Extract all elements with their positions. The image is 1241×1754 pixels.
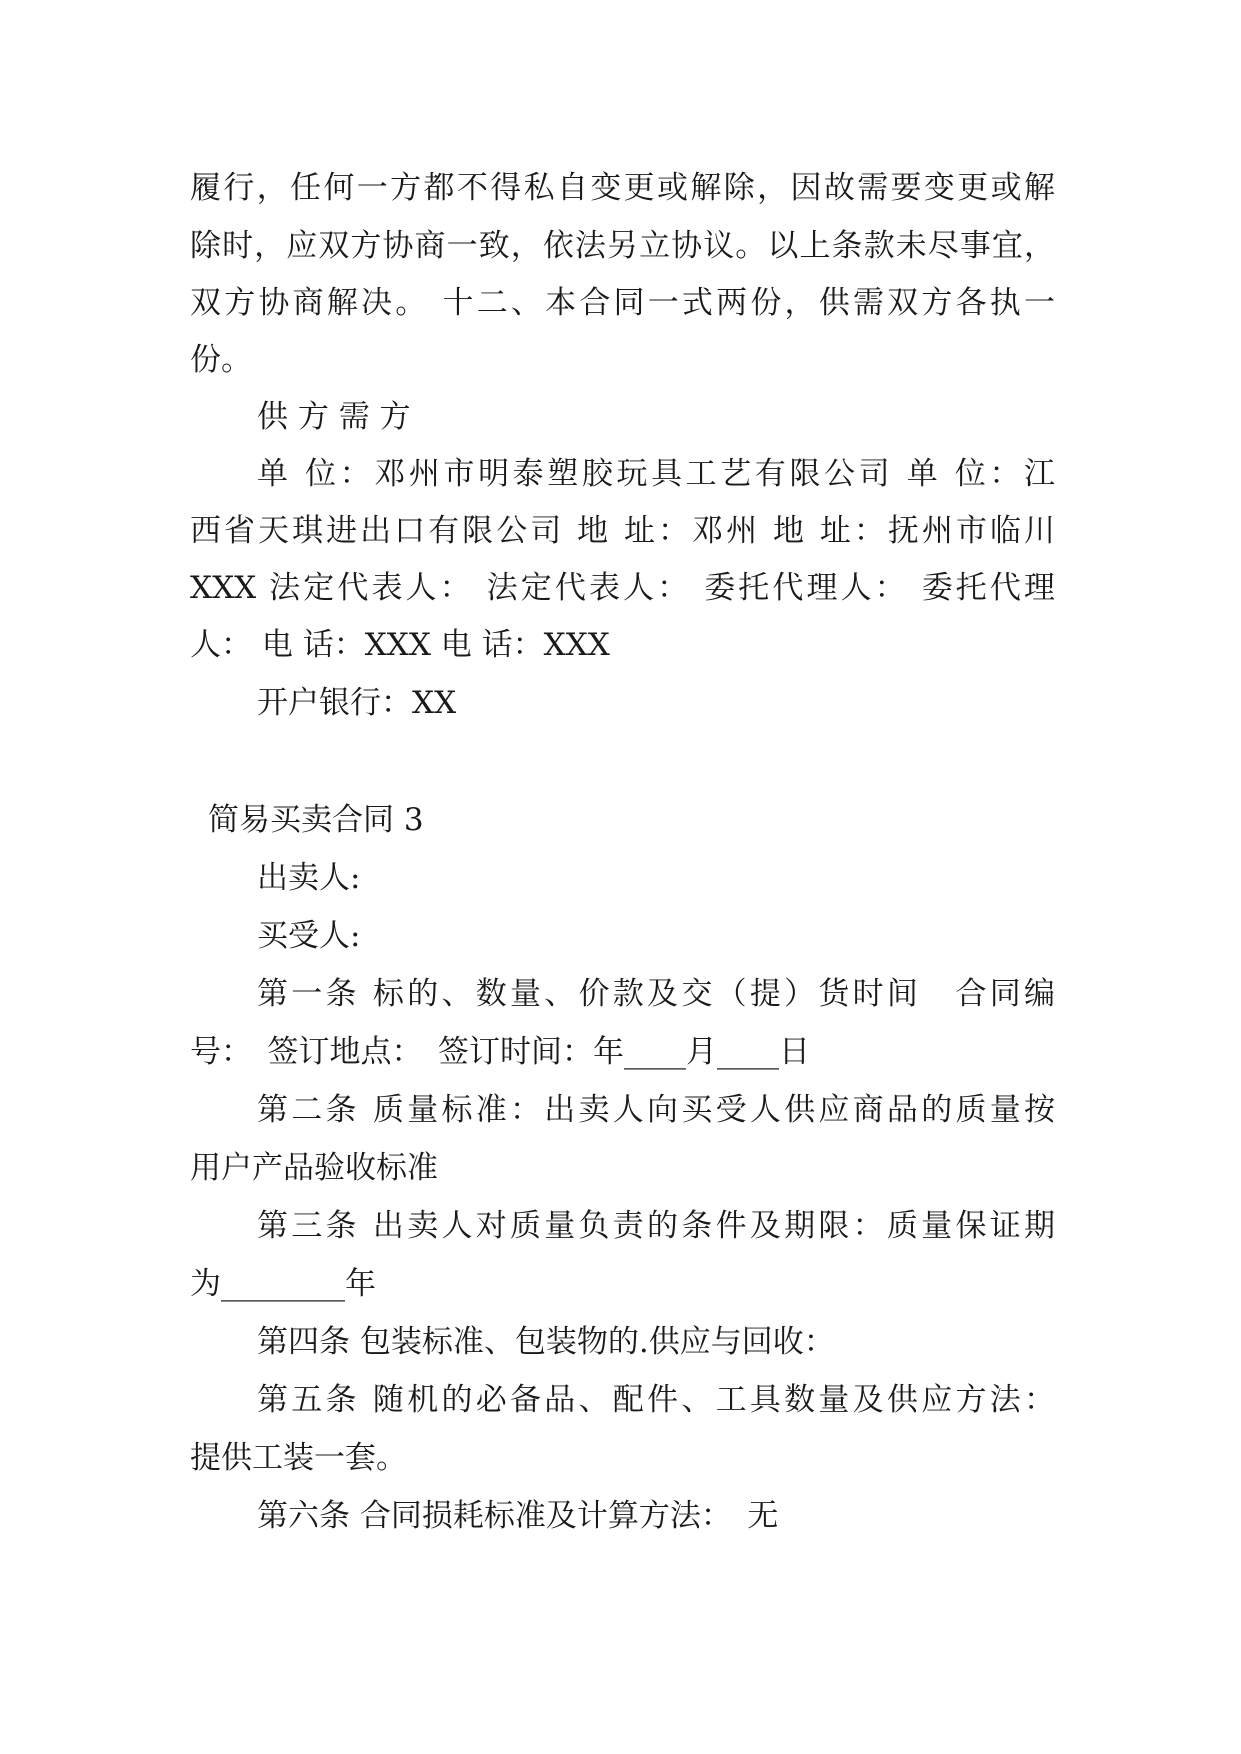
article-5-line: 第五条 随机的必备品、配件、工具数量及供应方法： (257, 1382, 1055, 1418)
paragraph-line: 双方协商解决。 十二、本合同一式两份，供需双方各执一 (190, 285, 1055, 321)
paragraph-line: 份。 (190, 342, 252, 378)
seller-line: 出卖人: (257, 860, 361, 896)
article-1-line: 号： 签订地点： 签订时间：年____月____日 (190, 1034, 810, 1070)
article-6-line: 第六条 合同损耗标准及计算方法： 无 (257, 1498, 779, 1534)
article-4-line: 第四条 包装标准、包装物的.供应与回收： (257, 1324, 835, 1360)
article-2-line: 用户产品验收标准 (190, 1150, 438, 1186)
article-5-line: 提供工装一套。 (190, 1440, 407, 1476)
buyer-line: 买受人: (257, 918, 361, 954)
paragraph-line: 履行，任何一方都不得私自变更或解除，因故需要变更或解 (190, 170, 1055, 206)
parties-header: 供 方 需 方 (257, 399, 411, 435)
article-3-line: 为________年 (190, 1266, 376, 1302)
paragraph-line: 除时，应双方协商一致，依法另立协议。以上条款未尽事宜， (190, 228, 1055, 264)
article-3-line: 第三条 出卖人对质量负责的条件及期限：质量保证期 (257, 1208, 1055, 1244)
bank-line: 开户银行：XX (257, 685, 457, 721)
parties-line: 西省天琪进出口有限公司 地 址：邓州 地 址：抚州市临川 (190, 513, 1055, 549)
article-1-line: 第一条 标的、数量、价款及交（提）货时间 合同编 (257, 976, 1055, 1012)
article-2-line: 第二条 质量标准：出卖人向买受人供应商品的质量按 (257, 1092, 1055, 1128)
parties-line: 人： 电 话：XXX 电 话：XXX (190, 627, 610, 663)
parties-line: 单 位：邓州市明泰塑胶玩具工艺有限公司 单 位：江 (257, 456, 1055, 492)
contract-title: 简易买卖合同 3 (208, 802, 424, 838)
parties-line: XXX 法定代表人： 法定代表人： 委托代理人： 委托代理 (190, 570, 1055, 606)
